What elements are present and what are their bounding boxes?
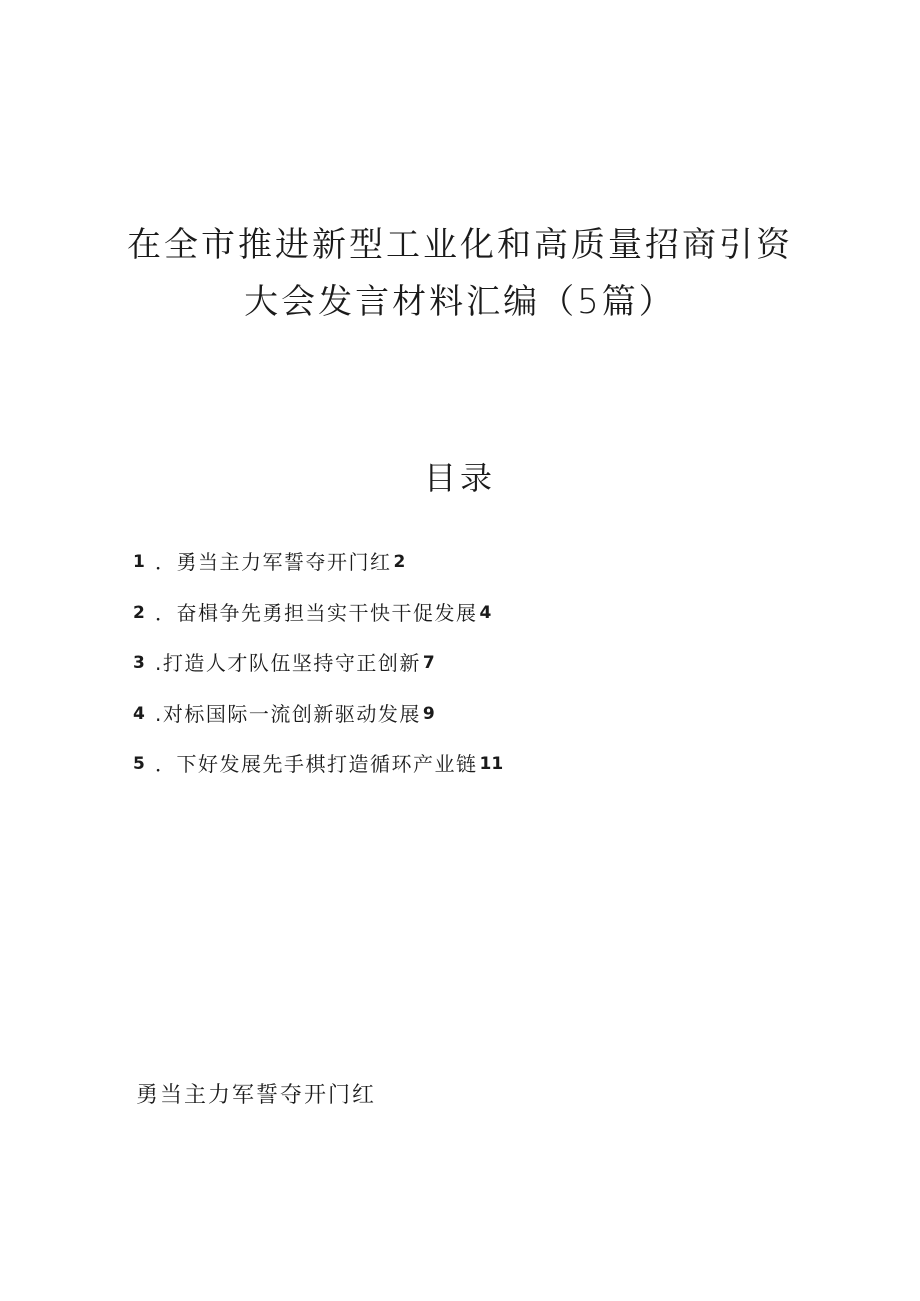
table-of-contents bbox=[133, 548, 503, 801]
toc-item-page: 2 bbox=[393, 552, 406, 572]
toc-item-page: 4 bbox=[479, 602, 492, 623]
toc-item-number: 4 bbox=[133, 703, 145, 724]
toc-item-text: ．勇当主力军誓夺开门红 bbox=[155, 550, 392, 574]
toc-item[interactable] bbox=[133, 750, 503, 801]
toc-heading: 目录 bbox=[423, 459, 496, 497]
toc-item-text: ．下好发展先手棋打造循环产业链 bbox=[155, 752, 478, 776]
toc-item-text: ．奋楫争先勇担当实干快干促发展 bbox=[155, 600, 478, 625]
toc-item-page: 7 bbox=[422, 653, 435, 673]
document-title-line-2: 大会发言材料汇编（5篇） bbox=[244, 282, 676, 322]
toc-item-text: .对标国际一流创新驱动发展 bbox=[155, 701, 421, 726]
document-title-line-1: 在全市推进新型工业化和高质量招商引资 bbox=[127, 225, 793, 265]
toc-item[interactable] bbox=[133, 649, 503, 700]
toc-item-number: 3 bbox=[133, 653, 145, 673]
toc-item-page: 9 bbox=[422, 703, 435, 724]
toc-item-page: 11 bbox=[479, 754, 504, 774]
toc-item[interactable] bbox=[133, 548, 503, 599]
toc-item-number: 5 bbox=[133, 754, 145, 774]
section-title: 勇当主力军誓夺开门红 bbox=[136, 1083, 377, 1108]
toc-item-number: 2 bbox=[133, 602, 145, 623]
toc-item-text: .打造人才队伍坚持守正创新 bbox=[155, 651, 421, 675]
toc-item-number: 1 bbox=[133, 552, 145, 572]
toc-item[interactable] bbox=[133, 599, 503, 650]
toc-item[interactable] bbox=[133, 700, 503, 751]
